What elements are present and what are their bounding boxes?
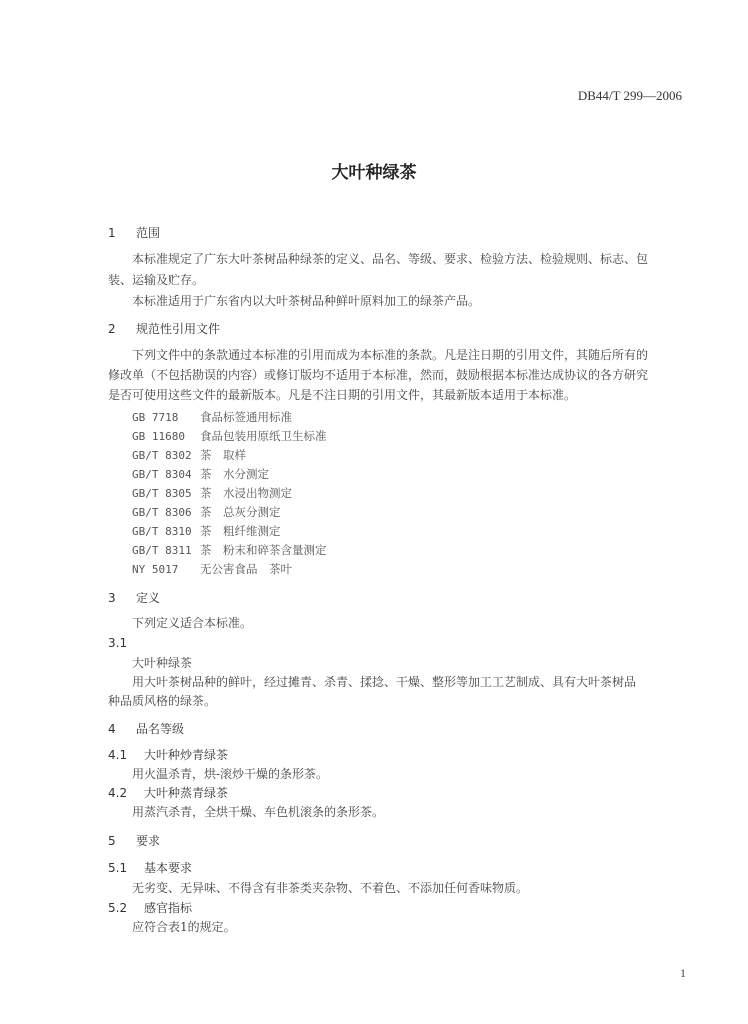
- section-5-heading: 5 要求: [108, 834, 161, 848]
- section-2-paragraph-line-1: 下列文件中的条款通过本标准的引用而成为本标准的条款。凡是注日期的引用文件，其随后所有的: [132, 348, 649, 362]
- section-2-heading: 2 规范性引用文件: [108, 322, 221, 336]
- subsection-5-2-heading: 5.2 感官指标: [108, 901, 193, 915]
- section-2-paragraph-line-3: 是否可使用这些文件的最新版本。凡是不注日期的引用文件，其最新版本适用于本标准。: [108, 388, 577, 402]
- reference-item: NY 5017 无公害食品 茶叶: [132, 562, 292, 576]
- term-definition-line-1: 用大叶茶树品种的鲜叶，经过摊青、杀青、揉捻、干燥、整形等加工工艺制成、具有大叶茶树品: [132, 675, 637, 689]
- reference-item: GB/T 8305 茶 水浸出物测定: [132, 486, 292, 500]
- section-2-paragraph-line-2: 修改单（不包括勘误的内容）或修订版均不适用于本标准，然而，鼓励根据本标准达成协议的各方研究: [108, 368, 649, 382]
- subsection-5-2-text: 应符合表1的规定。: [132, 920, 236, 934]
- term-name: 大叶种绿茶: [132, 656, 193, 670]
- reference-item: GB/T 8306 茶 总灰分测定: [132, 505, 281, 519]
- section-1-paragraph-1-line-2: 装、运输及贮存。: [108, 273, 205, 287]
- subsection-4-1-heading: 4.1 大叶种炒青绿茶: [108, 748, 229, 762]
- reference-item: GB/T 8304 茶 水分测定: [132, 467, 269, 481]
- reference-item: GB/T 8310 茶 粗纤维测定: [132, 524, 281, 538]
- subsection-4-2-text: 用蒸汽杀青，全烘干燥、车色机滚条的条形茶。: [132, 805, 385, 819]
- subsection-4-2-heading: 4.2 大叶种蒸青绿茶: [108, 786, 229, 800]
- document-title: 大叶种绿茶: [331, 163, 417, 183]
- subsection-4-1-text: 用火温杀青，烘-滚炒干燥的条形茶。: [132, 767, 329, 781]
- term-definition-line-2: 种品质风格的绿茶。: [108, 694, 217, 708]
- subsection-5-1-heading: 5.1 基本要求: [108, 861, 193, 875]
- section-4-heading: 4 品名等级: [108, 722, 185, 736]
- reference-item: GB/T 8311 茶 粉末和碎茶含量测定: [132, 543, 327, 557]
- reference-item: GB 11680 食品包装用原纸卫生标准: [132, 429, 327, 443]
- subsection-3-1-number: 3.1: [108, 636, 128, 650]
- section-1-paragraph-1-line-1: 本标准规定了广东大叶茶树品种绿茶的定义、品名、等级、要求、检验方法、检验规则、标志、包: [132, 252, 649, 266]
- section-1-paragraph-2: 本标准适用于广东省内以大叶茶树品种鲜叶原料加工的绿茶产品。: [132, 294, 481, 308]
- section-1-heading: 1 范围: [108, 226, 161, 240]
- standard-code: DB44/T 299—2006: [577, 88, 682, 103]
- section-3-paragraph: 下列定义适合本标准。: [132, 616, 253, 630]
- reference-item: GB 7718 食品标签通用标准: [132, 410, 292, 424]
- page-number: 1: [680, 966, 686, 980]
- reference-item: GB/T 8302 茶 取样: [132, 448, 246, 462]
- subsection-5-1-text: 无劣变、无异味、不得含有非茶类夹杂物、不着色、不添加任何香味物质。: [132, 881, 529, 895]
- section-3-heading: 3 定义: [108, 591, 161, 605]
